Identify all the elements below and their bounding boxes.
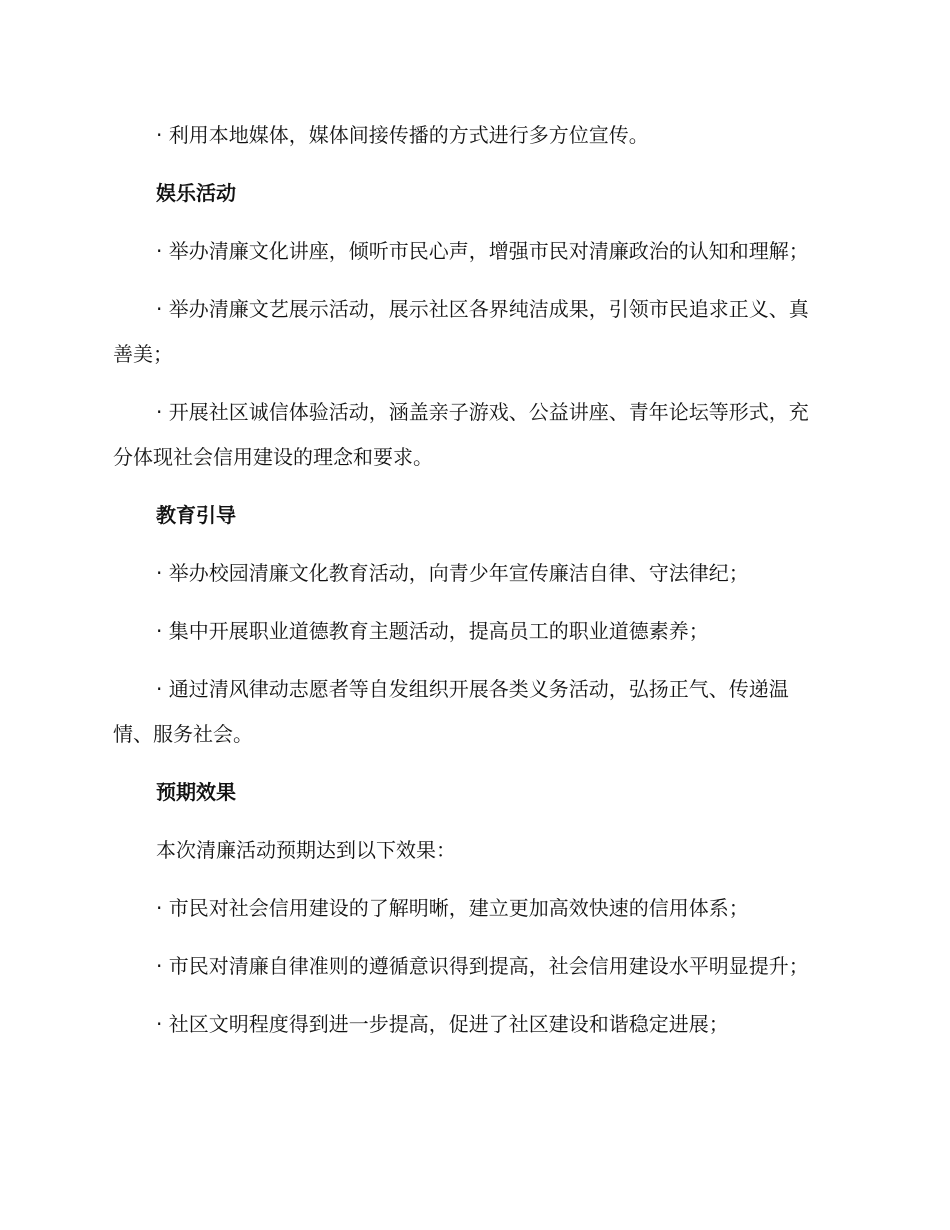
bullet-campus-education: · 举办校园清廉文化教育活动，向青少年宣传廉洁自律、守法律纪； bbox=[156, 561, 749, 585]
bullet-community-civility: · 社区文明程度得到进一步提高，促进了社区建设和谐稳定进展； bbox=[156, 1012, 729, 1036]
bullet-professional-ethics: · 集中开展职业道德教育主题活动，提高员工的职业道德素养； bbox=[156, 619, 709, 643]
section-heading-entertainment: 娱乐活动 bbox=[156, 181, 236, 205]
section-heading-expected-results: 预期效果 bbox=[156, 780, 236, 804]
section-heading-education: 教育引导 bbox=[156, 503, 236, 527]
bullet-integrity-lecture: · 举办清廉文化讲座，倾听市民心声，增强市民对清廉政治的认知和理解； bbox=[156, 239, 809, 263]
bullet-media-promotion: · 利用本地媒体，媒体间接传播的方式进行多方位宣传。 bbox=[156, 123, 649, 147]
bullet-credit-experience: · 开展社区诚信体验活动，涵盖亲子游戏、公益讲座、青年论坛等形式，充分体现社会信用建设的理念和要求。 bbox=[113, 400, 809, 469]
intro-expected-results: 本次清廉活动预期达到以下效果： bbox=[156, 838, 456, 862]
bullet-art-exhibition: · 举办清廉文艺展示活动，展示社区各界纯洁成果，引领市民追求正义、真善美； bbox=[113, 297, 809, 366]
document-page bbox=[113, 113, 823, 1047]
bullet-volunteer-activities: · 通过清风律动志愿者等自发组织开展各类义务活动，弘扬正气、传递温情、服务社会。 bbox=[113, 677, 789, 746]
bullet-credit-understanding: · 市民对社会信用建设的了解明晰，建立更加高效快速的信用体系； bbox=[156, 896, 749, 920]
bullet-integrity-awareness: · 市民对清廉自律准则的遵循意识得到提高，社会信用建设水平明显提升； bbox=[156, 954, 809, 978]
